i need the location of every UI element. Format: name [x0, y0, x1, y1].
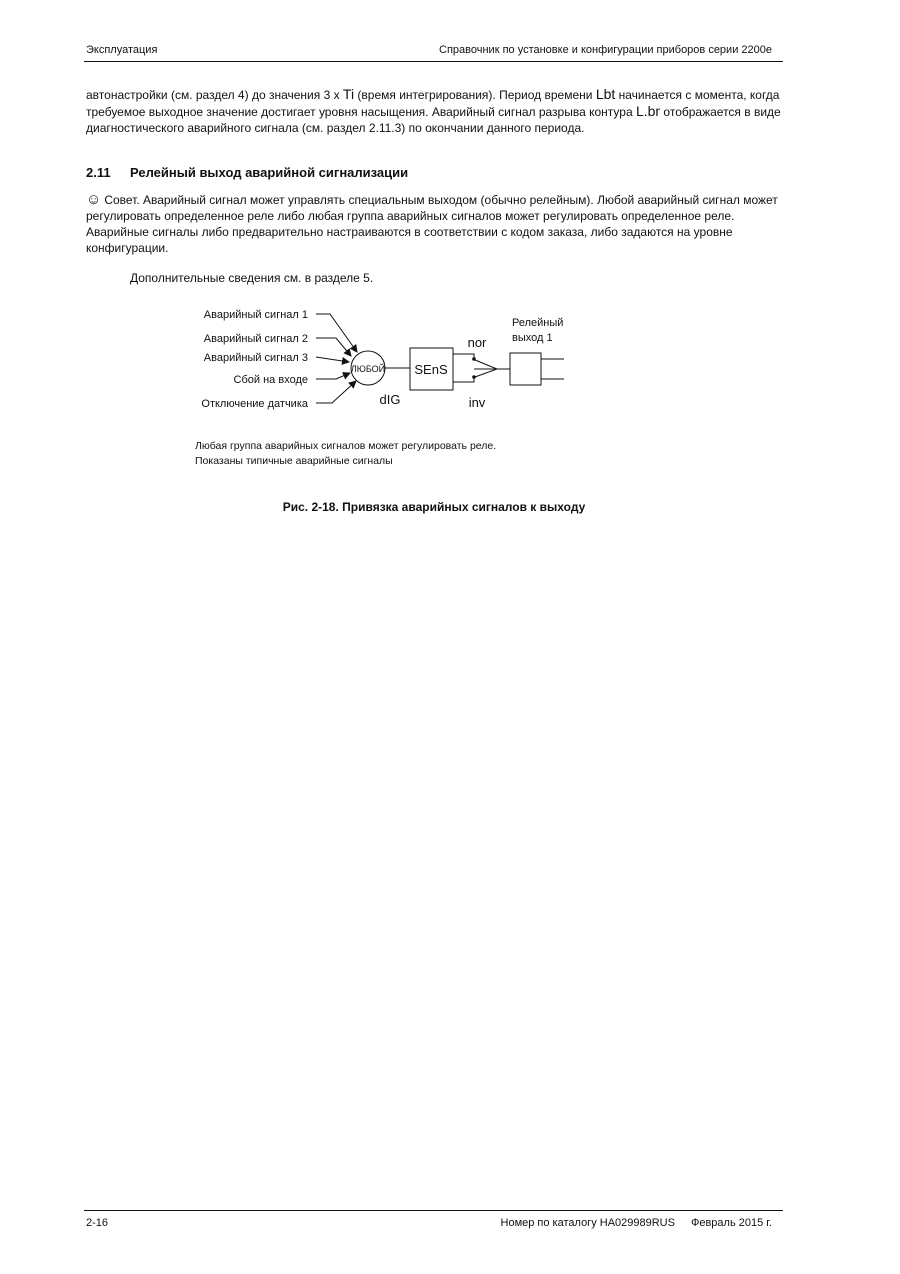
diagram-note-2: Показаны типичные аварийные сигналы — [195, 455, 393, 467]
inv-contact-dot — [472, 375, 476, 379]
more-info-text: Дополнительные сведения см. в разделе 5. — [130, 271, 374, 285]
nor-contact-line — [453, 354, 474, 360]
smiley-icon: ☺ — [86, 191, 102, 208]
param-lbt: Lbt — [595, 86, 616, 102]
section-title: Релейный выход аварийной сигнализации — [130, 165, 409, 180]
input-label-alarm-1: Аварийный сигнал 1 — [203, 309, 308, 321]
relay-label-line-1: Релейный — [512, 317, 564, 329]
footer-page-number: 2-16 — [86, 1217, 109, 1229]
dig-label: dIG — [379, 392, 401, 407]
inv-contact-line — [453, 376, 474, 382]
sens-label: SEnS — [414, 362, 448, 377]
nor-contact-dot — [472, 357, 476, 361]
input-label-alarm-3: Аварийный сигнал 3 — [203, 352, 308, 364]
intro-text-2: (время интегрирования). Период времени — [354, 88, 596, 102]
intro-text-1: автонастройки (см. раздел 4) до значения 3 x — [86, 88, 343, 102]
param-lbr: L.br — [635, 103, 661, 119]
diagram-note-1: Любая группа аварийных сигналов может регулировать реле. — [195, 440, 497, 452]
footer-rule — [84, 1210, 783, 1211]
input-label-alarm-2: Аварийный сигнал 2 — [203, 333, 308, 345]
tip-text: Совет. Аварийный сигнал может управлять специальным выходом (обычно релейным). Любой аварийный сигнал может регулировать определенное реле либо любая группа аварийных сигналов может регулировать определенное реле. Аварийные сигналы либо предварительно настраиваются в соответствии с кодом заказа, либо задаются на уровне конфигурации. — [86, 193, 778, 255]
figure-caption: Рис. 2-18. Привязка аварийных сигналов к выходу — [282, 500, 586, 514]
intro-text-3: начинается с момента, когда требуемое выходное значение достигает уровня насыщения. Аварийный сигнал разрыва контура — [86, 88, 780, 119]
nor-label: nor — [467, 335, 487, 350]
footer-date: Февраль 2015 г. — [690, 1217, 772, 1229]
input-line-input-fault — [316, 373, 350, 379]
alarm-relay-diagram — [0, 0, 900, 480]
input-label-sensor-break: Отключение датчика — [201, 398, 308, 410]
inv-label: inv — [468, 395, 486, 410]
input-line-alarm-2 — [316, 338, 351, 356]
param-ti: Ti — [342, 86, 355, 102]
input-label-input-fault: Сбой на входе — [233, 374, 308, 386]
header-right: Справочник по установке и конфигурации приборов серии 2200е — [439, 44, 772, 56]
footer-info — [501, 1216, 772, 1230]
or-gate-label: ЛЮБОЙ — [350, 364, 386, 374]
header-left: Эксплуатация — [86, 44, 158, 56]
input-line-alarm-1 — [316, 314, 357, 352]
input-line-alarm-3 — [316, 357, 349, 362]
relay-output-box — [510, 353, 541, 385]
footer-catalog: Номер по каталогу HA029989RUS — [500, 1217, 675, 1229]
relay-label-line-2: выход 1 — [512, 332, 553, 344]
section-number: 2.11 — [86, 165, 111, 180]
input-line-sensor-break — [316, 381, 356, 403]
intro-text-4: отображается в виде диагностического аварийного сигнала (см. раздел 2.11.3) по окончании данного периода. — [86, 105, 781, 135]
